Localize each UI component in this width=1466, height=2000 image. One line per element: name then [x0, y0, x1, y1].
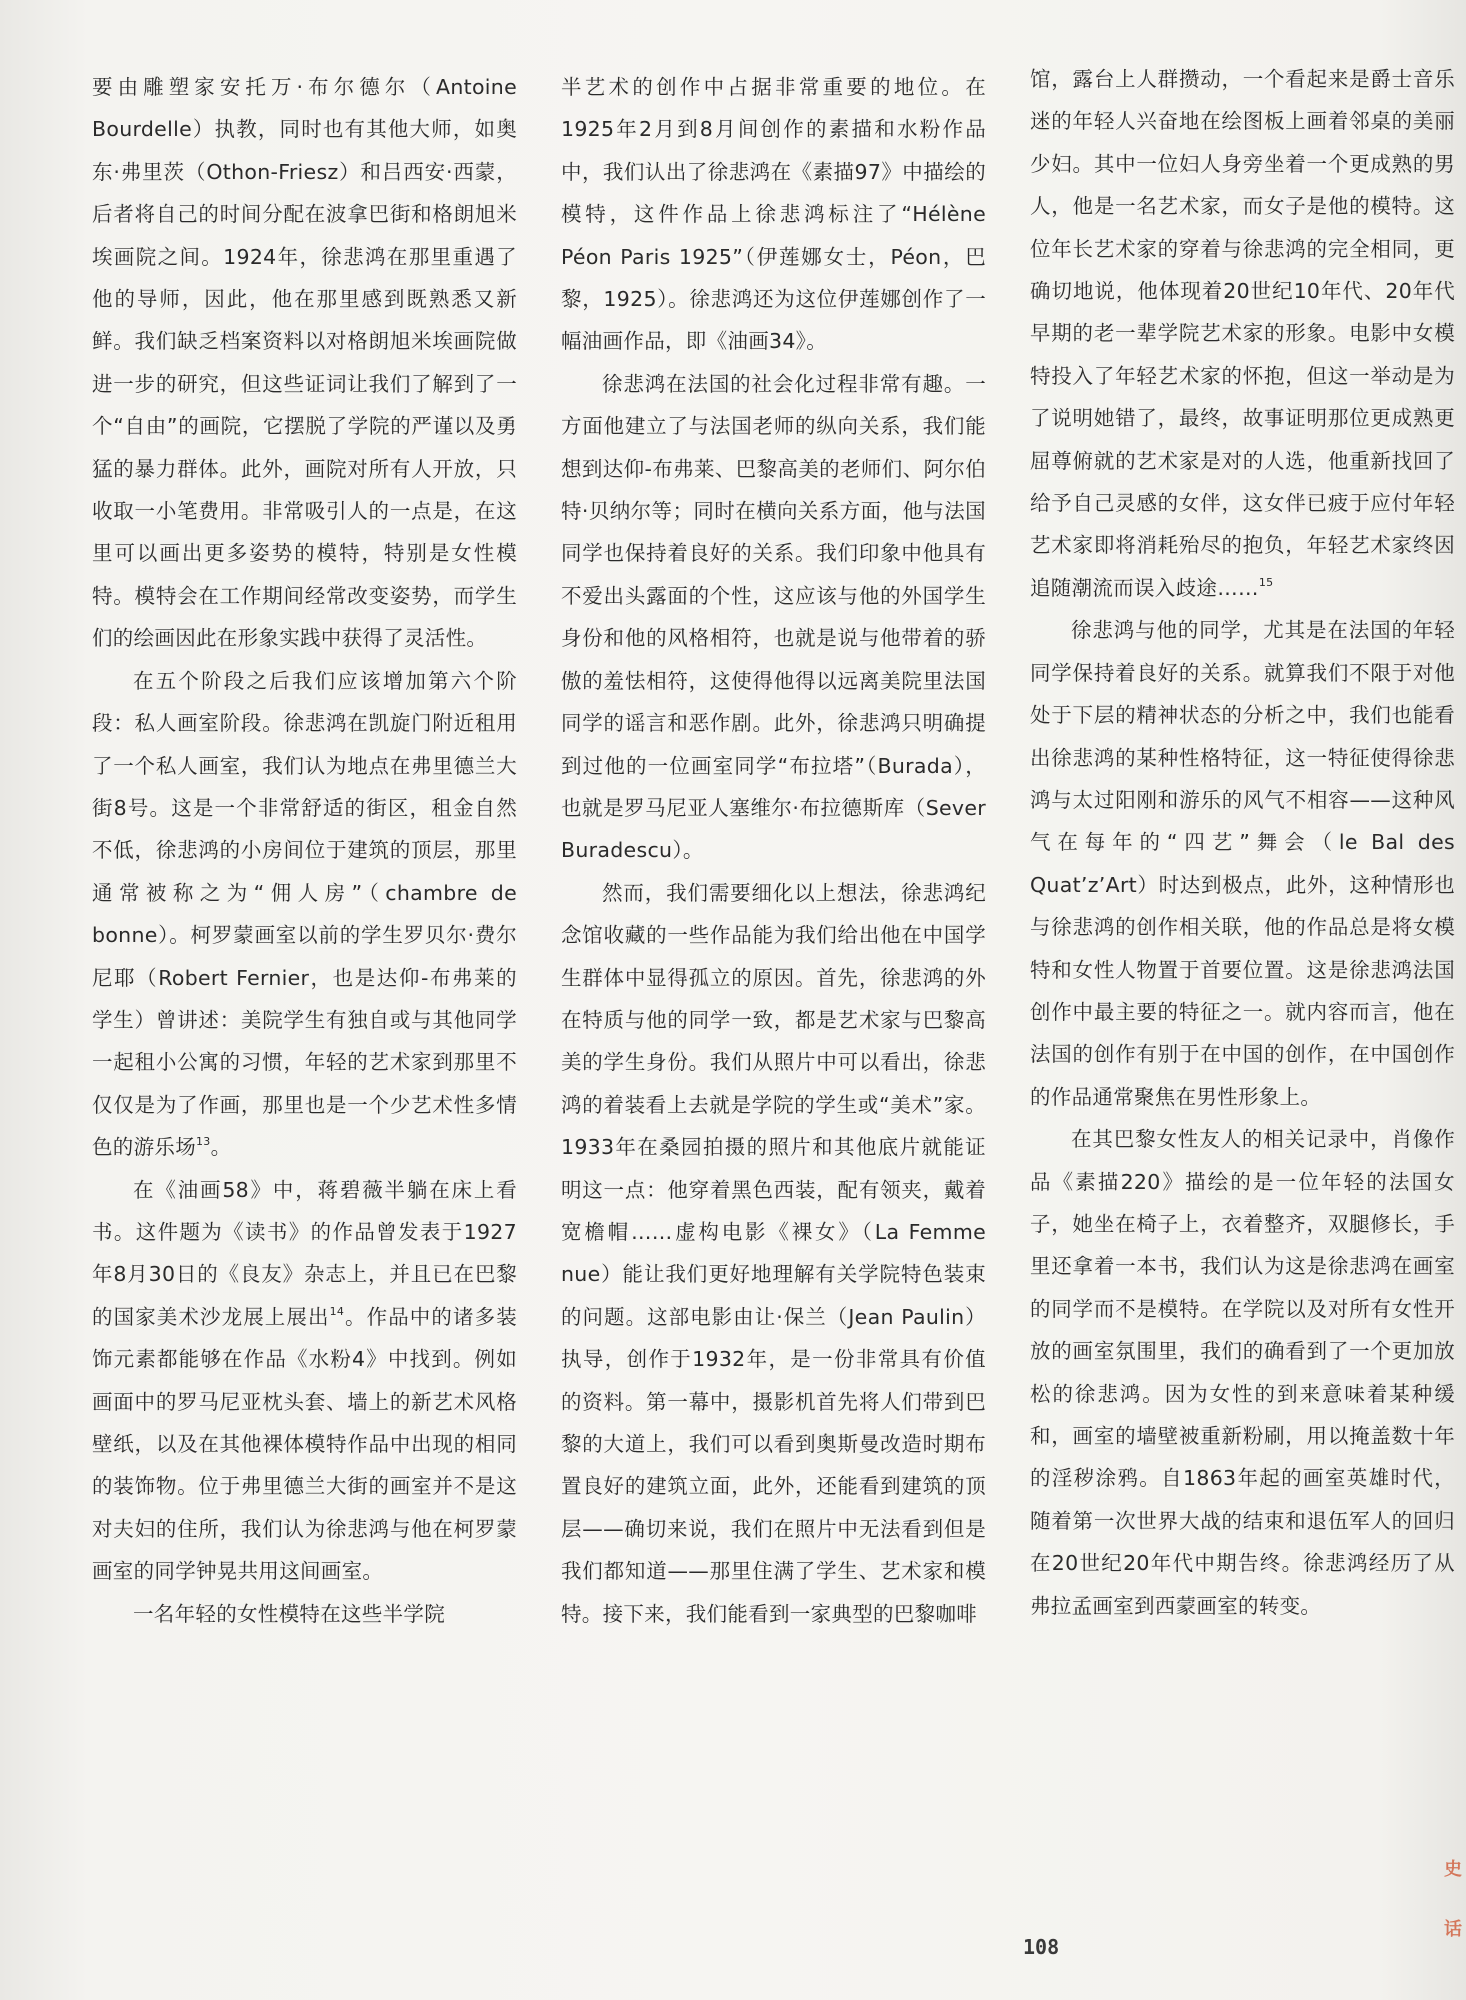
footnote-marker: 15	[1258, 575, 1274, 589]
paragraph-text: 在五个阶段之后我们应该增加第六个阶段：私人画室阶段。徐悲鸿在凯旋门附近租用了一个私人画室，我们认为地点在弗里德兰大街8号。这是一个非常舒适的街区，租金自然不低，徐悲鸿的小房间位于建筑的顶层，那里通常被称之为“佣人房”（chambre de bonne）。柯罗蒙画室以前的学生罗贝尔·费尔尼耶（Robert Fernier，也是达仰-布弗莱的学生）曾讲述：美院学生有独自或与其他同学一起租小公寓的习惯，年轻的艺术家到那里不仅仅是为了作画，那里也是一个少艺术性多情色的游乐场	[92, 668, 517, 1160]
footnote-marker: 13	[196, 1135, 211, 1149]
paragraph: 在五个阶段之后我们应该增加第六个阶段：私人画室阶段。徐悲鸿在凯旋门附近租用了一个私人画室，我们认为地点在弗里德兰大街8号。这是一个非常舒适的街区，租金自然不低，徐悲鸿的小房间位于建筑的顶层，那里通常被称之为“佣人房”（chambre de bonne）。柯罗蒙画室以前的学生罗贝尔·费尔尼耶（Robert Fernier，也是达仰-布弗莱的学生）曾讲述：美院学生有独自或与其他同学一起租小公寓的习惯，年轻的艺术家到那里不仅仅是为了作画，那里也是一个少艺术性多情色的游乐场$^{13}$。	[92, 668, 517, 1160]
page-number: 108	[1023, 1935, 1060, 1959]
text-column-1	[92, 66, 517, 1635]
text-column-3	[1030, 58, 1455, 1627]
paragraph-text: 。作品中的诸多装饰元素都能够在作品《水粉4》中找到。例如画面中的罗马尼亚枕头套、墙上的新艺术风格壁纸，以及在其他裸体模特作品中出现的相同的装饰物。位于弗里德兰大街的画室并不是这对夫妇的住所，我们认为徐悲鸿与他在柯罗蒙画室的同学钟晃共用这间画室。	[92, 1304, 517, 1584]
paragraph: 在其巴黎女性友人的相关记录中，肖像作品《素描220》描绘的是一位年轻的法国女子，她坐在椅子上，衣着整齐，双腿修长，手里还拿着一本书，我们认为这是徐悲鸿在画室的同学而不是模特。在学院以及对所有女性开放的画室氛围里，我们的确看到了一个更加放松的徐悲鸿。因为女性的到来意味着某种缓和，画室的墙壁被重新粉刷，用以掩盖数十年的淫秽涂鸦。自1863年起的画室英雄时代，随着第一次世界大战的结束和退伍军人的回归在20世纪20年代中期告终。徐悲鸿经历了从弗拉孟画室到西蒙画室的转变。	[1030, 1127, 1455, 1618]
section-tab-char: 史	[1444, 1859, 1462, 1880]
section-tab-char: 话	[1444, 1919, 1462, 1940]
paragraph-text: 馆，露台上人群攒动，一个看起来是爵士音乐迷的年轻人兴奋地在绘图板上画着邻桌的美丽少妇。其中一位妇人身旁坐着一个更成熟的男人，他是一名艺术家，而女子是他的模特。这位年长艺术家的穿着与徐悲鸿的完全相同，更确切地说，他体现着20世纪10年代、20年代早期的老一辈学院艺术家的形象。电影中女模特投入了年轻艺术家的怀抱，但这一举动是为了说明她错了，最终，故事证明那位更成熟更屈尊俯就的艺术家是对的人选，他重新找回了给予自己灵感的女伴，这女伴已疲于应付年轻艺术家即将消耗殆尽的抱负，年轻艺术家终因追随潮流而误入歧途……	[1030, 67, 1455, 600]
paragraph	[92, 1169, 517, 1593]
paragraph	[1030, 58, 1455, 609]
text-column-2	[561, 66, 986, 1635]
paragraph: 然而，我们需要细化以上想法，徐悲鸿纪念馆收藏的一些作品能为我们给出他在中国学生群体中显得孤立的原因。首先，徐悲鸿的外在特质与他的同学一致，都是艺术家与巴黎高美的学生身份。我们从照片中可以看出，徐悲鸿的着装看上去就是学院的学生或“美术”家。1933年在桑园拍摄的照片和其他底片就能证明这一点：他穿着黑色西装，配有领夹，戴着宽檐帽……虚构电影《裸女》（La Femme nue）能让我们更好地理解有关学院特色装束的问题。这部电影由让·保兰（Jean Paulin）执导，创作于1932年，是一份非常具有价值的资料。第一幕中，摄影机首先将人们带到巴黎的大道上，我们可以看到奥斯曼改造时期布置良好的建筑立面，此外，还能看到建筑的顶层——确切来说，我们在照片中无法看到但是我们都知道——那里住满了学生、艺术家和模特。接下来，我们能看到一家典型的巴黎咖啡	[561, 880, 986, 1626]
paragraph-text: 在《油画58》中，蒋碧薇半躺在床上看书。这件题为《读书》的作品曾发表于1927年8月30日的《良友》杂志上，并且已在巴黎的国家美术沙龙展上展出	[92, 1177, 517, 1329]
paragraph: 徐悲鸿与他的同学，尤其是在法国的年轻同学保持着良好的关系。就算我们不限于对他处于下层的精神状态的分析之中，我们也能看出徐悲鸿的某种性格特征，这一特征使得徐悲鸿与太过阳刚和游乐的风气不相容——这种风气在每年的“四艺”舞会（le Bal des Quat’z’Art）时达到极点，此外，这种情形也与徐悲鸿的创作相关联，他的作品总是将女模特和女性人物置于首要位置。这是徐悲鸿法国创作中最主要的特征之一。就内容而言，他在法国的创作有别于在中国的创作，在中国创作的作品通常聚焦在男性形象上。	[1030, 618, 1455, 1109]
section-tab	[1444, 1840, 1466, 1960]
footnote-marker: 14	[329, 1304, 345, 1318]
paragraph: 半艺术的创作中占据非常重要的地位。在1925年2月到8月间创作的素描和水粉作品中，我们认出了徐悲鸿在《素描97》中描绘的模特，这件作品上徐悲鸿标注了“Hélène Péon Paris 1925”（伊莲娜女士，Péon，巴黎，1925）。徐悲鸿还为这位伊莲娜创作了一幅油画作品，即《油画34》。	[561, 75, 986, 354]
paragraph: 要由雕塑家安托万·布尔德尔（Antoine Bourdelle）执教，同时也有其他大师，如奥东·弗里茨（Othon-Friesz）和吕西安·西蒙，后者将自己的时间分配在波拿巴街和格朗旭米埃画院之间。1924年，徐悲鸿在那里重遇了他的导师，因此，他在那里感到既熟悉又新鲜。我们缺乏档案资料以对格朗旭米埃画院做进一步的研究，但这些证词让我们了解到了一个“自由”的画院，它摆脱了学院的严谨以及勇猛的暴力群体。此外，画院对所有人开放，只收取一小笔费用。非常吸引人的一点是，在这里可以画出更多姿势的模特，特别是女性模特。模特会在工作期间经常改变姿势，而学生们的绘画因此在形象实践中获得了灵活性。	[92, 75, 517, 651]
paragraph: 徐悲鸿在法国的社会化过程非常有趣。一方面他建立了与法国老师的纵向关系，我们能想到达仰-布弗莱、巴黎高美的老师们、阿尔伯特·贝纳尔等；同时在横向关系方面，他与法国同学也保持着良好的关系。我们印象中他具有不爱出头露面的个性，这应该与他的外国学生身份和他的风格相符，也就是说与他带着的骄傲的羞怯相符，这使得他得以远离美院里法国同学的谣言和恶作剧。此外，徐悲鸿只明确提到过他的一位画室同学“布拉塔”（Burada），也就是罗马尼亚人塞维尔·布拉德斯库（Sever Buradescu）。	[561, 371, 986, 863]
paragraph: 一名年轻的女性模特在这些半学院	[133, 1601, 445, 1626]
